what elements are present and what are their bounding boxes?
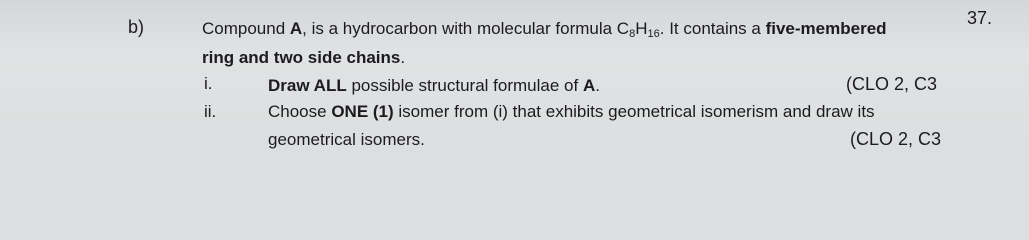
item-ii-label: ii. <box>204 102 217 121</box>
l1-compound-a: A <box>289 19 303 38</box>
item-i-body: possible structural formulae of <box>346 76 583 95</box>
part-label: b) <box>128 17 145 37</box>
item-i-clo: (CLO 2, C3 <box>846 74 938 94</box>
item-i-draw-all: Draw ALL <box>268 76 347 95</box>
question-number: 37. <box>967 8 993 28</box>
item-i-a: A <box>582 76 596 95</box>
question-line-2 <box>202 48 405 68</box>
l1-sub-16: 16 <box>647 28 660 40</box>
item-ii-choose: Choose <box>268 102 332 121</box>
item-i-label: i. <box>204 74 213 93</box>
l1-sub-8: 8 <box>629 28 636 40</box>
l1-five-membered: five-membered <box>765 19 887 38</box>
l2-bold: ring and two side chains <box>202 48 401 67</box>
item-i-end: . <box>595 76 600 95</box>
item-ii-body: isomer from (i) that exhibits geometrical isomerism and draw its <box>393 102 875 121</box>
question-line-1 <box>202 19 887 39</box>
item-ii-text <box>268 102 875 122</box>
item-i-text <box>268 76 600 96</box>
item-ii-text-line2: geometrical isomers. <box>268 130 425 149</box>
l1-mid: , is a hydrocarbon with molecular formula C <box>302 19 630 38</box>
item-ii-clo: (CLO 2, C3 <box>850 129 942 149</box>
l1-post: . It contains a <box>659 19 766 38</box>
l1-h: H <box>635 19 648 38</box>
item-ii-one: ONE (1) <box>331 102 394 121</box>
l1-pre: Compound <box>202 19 290 38</box>
l2-post: . <box>400 48 406 67</box>
